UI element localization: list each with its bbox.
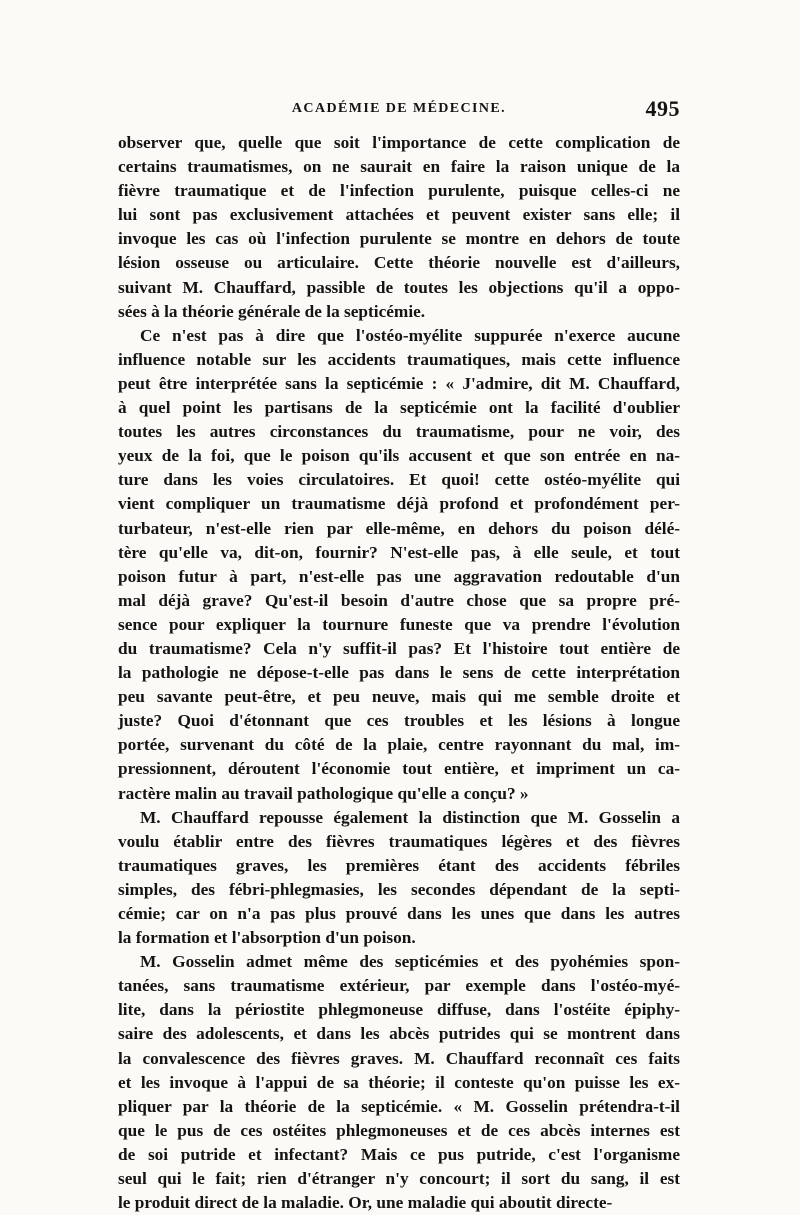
text-line: toutes les autres circonstances du traumatisme, pour ne voir, des [118,422,680,442]
text-line: du traumatisme? Cela n'y suffit-il pas? Et l'histoire tout entière de [118,638,680,658]
text-line: la pathologie ne dépose-t-elle pas dans le sens de cette interprétation [118,663,680,683]
text-line: certains traumatismes, on ne saurait en faire la raison unique de la [118,157,680,177]
text-line: voulu établir entre des fièvres traumatiques légères et des fièvres [118,831,680,851]
text-line: ture dans les voies circulatoires. Et quoi! cette ostéo-myélite qui [118,470,680,490]
text-line: mal déjà grave? Qu'est-il besoin d'autre chose que sa propre pré- [118,590,680,610]
text-line: observer que, quelle que soit l'importance de cette complication de [118,133,680,152]
text-line: pliquer par la théorie de la septicémie. « M. Gosselin prétendra-t-il [118,1096,680,1116]
text-line: lésion osseuse ou articulaire. Cette théorie nouvelle est d'ailleurs, [118,253,680,273]
text-line: vient compliquer un traumatisme déjà profond et profondément per- [118,494,680,514]
text-line: peut être interprétée sans la septicémie : « J'admire, dit M. Chauffard, [118,373,680,393]
text-line: ractère malin au travail pathologique qu'elle a conçu? » [118,783,529,803]
text-line: le produit direct de la maladie. Or, une maladie qui aboutit directe- [118,1193,613,1213]
paragraph [118,950,680,1215]
text-line: Ce n'est pas à dire que l'ostéo-myélite suppurée n'exerce aucune [140,325,680,345]
text-line: la formation et l'absorption d'un poison. [118,928,416,948]
text-line: cémie; car on n'a pas plus prouvé dans les unes que dans les autres [118,904,680,923]
text-line: traumatiques graves, les premières étant des accidents fébriles [118,855,680,875]
body-text [118,131,680,1215]
text-line: sées à la théorie générale de la septicémie. [118,301,426,321]
text-line: juste? Quoi d'étonnant que ces troubles et les lésions à longue [118,711,680,731]
text-line: M. Gosselin admet même des septicémies et des pyohémies spon- [140,952,680,972]
text-line: simples, des fébri-phlegmasies, les secondes dépendant de la septi- [118,879,680,899]
text-line: turbateur, n'est-elle rien par elle-même, en dehors du poison délé- [118,518,680,538]
paragraph [118,806,680,951]
text-line: portée, survenant du côté de la plaie, centre rayonnant du mal, im- [118,735,680,755]
text-line: la convalescence des fièvres graves. M. Chauffard reconnaît ces faits [118,1048,680,1068]
text-line: à quel point les partisans de la septicémie ont la facilité d'oublier [118,398,680,418]
text-line: M. Chauffard repousse également la distinction que M. Gosselin a [140,807,680,827]
text-line: yeux de la foi, que le poison qu'ils accusent et que son entrée en na- [118,446,680,466]
text-line: invoque les cas où l'infection purulente se montre en dehors de toute [118,229,680,249]
text-line: pressionnent, déroutent l'économie tout entière, et impriment un ca- [118,759,680,779]
text-line: lui sont pas exclusivement attachées et peuvent exister sans elle; il [118,205,680,225]
page-number: 495 [645,96,680,121]
text-line: seul qui le fait; rien d'étranger n'y concourt; il sort du sang, il est [118,1169,680,1189]
text-line: peu savante peut-être, et peu neuve, mais qui me semble droite et [118,687,680,707]
text-line: et les invoque à l'appui de sa théorie; il conteste qu'on puisse les ex- [118,1072,680,1092]
text-line: que le pus de ces ostéites phlegmoneuses et de ces abcès internes est [118,1120,680,1140]
text-line: sence pour expliquer la tournure funeste que va prendre l'évolution [118,614,680,634]
paragraph [118,131,680,324]
running-head: ACADÉMIE DE MÉDECINE. [291,101,507,116]
text-line: lite, dans la périostite phlegmoneuse diffuse, dans l'ostéite épiphy- [118,1000,680,1020]
text-line: saire des adolescents, et dans les abcès putrides qui se montrent dans [118,1024,680,1044]
page-header [118,96,680,126]
text-line: suivant M. Chauffard, passible de toutes les objections qu'il a oppo- [118,277,680,297]
text-line: poison futur à part, n'est-elle pas une aggravation redoutable d'un [118,566,680,586]
text-line: tanées, sans traumatisme extérieur, par exemple dans l'ostéo-myé- [118,976,680,996]
paragraph [118,324,680,806]
text-line: tère qu'elle va, dit-on, fournir? N'est-elle pas, à elle seule, et tout [118,542,680,562]
text-line: fièvre traumatique et de l'infection purulente, puisque celles-ci ne [118,181,680,201]
text-line: influence notable sur les accidents traumatiques, mais cette influence [118,349,680,369]
text-line: de soi putride et infectant? Mais ce pus putride, c'est l'organisme [118,1144,680,1164]
